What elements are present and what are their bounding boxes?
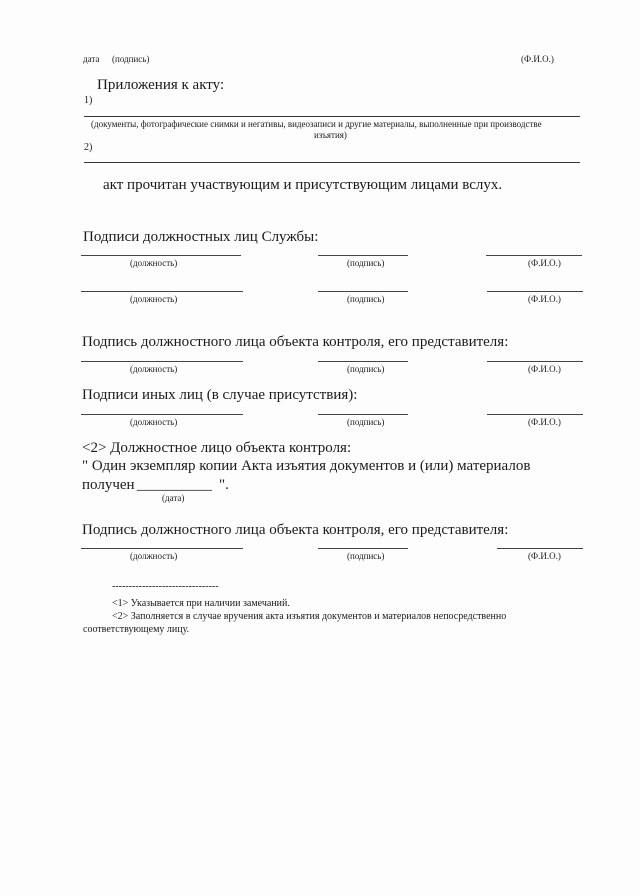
attachment-item-2: 2): [84, 142, 93, 153]
date-caption: (дата): [162, 493, 185, 503]
position-line: [81, 255, 241, 256]
date-label: дата: [83, 54, 100, 64]
attachment-item-1: 1): [84, 95, 93, 106]
signature-caption: (подпись): [347, 258, 385, 268]
copy-received-word: получен: [82, 477, 135, 493]
other-persons-heading: Подписи иных лиц (в случае присутствия):: [82, 387, 358, 403]
attachment-1-line: [84, 116, 580, 117]
fio-line: [497, 548, 583, 549]
position-line: [81, 548, 243, 549]
attachment-caption-1: (документы, фотографические снимки и негативы, видеозаписи и другие материалы, выполненные при производстве: [91, 119, 542, 129]
signature-label: (подпись): [112, 54, 150, 64]
signature-line: [318, 414, 408, 415]
footnote-2-line-1: <2> Заполняется в случае вручения акта изъятия документов и материалов непосредственно: [112, 611, 507, 622]
signature-caption: (подпись): [347, 294, 385, 304]
fio-caption: (Ф.И.О.): [528, 294, 561, 304]
attachments-heading: Приложения к акту:: [97, 77, 225, 93]
signature-line: [318, 361, 408, 362]
service-officials-heading: Подписи должностных лиц Службы:: [83, 229, 319, 245]
fio-line: [487, 291, 583, 292]
fio-line: [487, 414, 583, 415]
signature-caption: (подпись): [347, 364, 385, 374]
fio-caption: (Ф.И.О.): [528, 417, 561, 427]
copy-received-closing: ".: [219, 477, 229, 493]
note2-heading: <2> Должностное лицо объекта контроля:: [82, 440, 352, 456]
copy-received-line-1: " Один экземпляр копии Акта изъятия документов и (или) материалов: [82, 458, 531, 474]
position-caption: (должность): [130, 551, 178, 561]
footnote-separator: --------------------------------: [112, 581, 219, 592]
attachment-caption-2: изъятия): [314, 130, 347, 140]
footnote-2-line-2: соответствующему лицу.: [83, 624, 190, 635]
read-statement: акт прочитан участвующим и присутствующим лицами вслух.: [103, 177, 503, 193]
control-object-official-heading-2: Подпись должностного лица объекта контроля, его представителя:: [82, 522, 509, 538]
attachment-2-line: [84, 162, 580, 163]
position-caption: (должность): [130, 364, 178, 374]
fio-line: [487, 361, 583, 362]
copy-received-date-blank: __________: [137, 477, 212, 493]
fio-label: (Ф.И.О.): [521, 54, 554, 64]
signature-caption: (подпись): [347, 551, 385, 561]
signature-line: [318, 255, 408, 256]
position-caption: (должность): [130, 258, 178, 268]
signature-line: [318, 548, 408, 549]
fio-caption: (Ф.И.О.): [528, 551, 561, 561]
fio-caption: (Ф.И.О.): [528, 258, 561, 268]
position-line: [81, 361, 243, 362]
position-line: [81, 291, 243, 292]
position-line: [81, 414, 243, 415]
signature-line: [318, 291, 408, 292]
fio-line: [486, 255, 582, 256]
signature-caption: (подпись): [347, 417, 385, 427]
control-object-official-heading: Подпись должностного лица объекта контроля, его представителя:: [82, 334, 509, 350]
position-caption: (должность): [130, 417, 178, 427]
fio-caption: (Ф.И.О.): [528, 364, 561, 374]
position-caption: (должность): [130, 294, 178, 304]
footnote-1: <1> Указывается при наличии замечаний.: [112, 598, 290, 609]
